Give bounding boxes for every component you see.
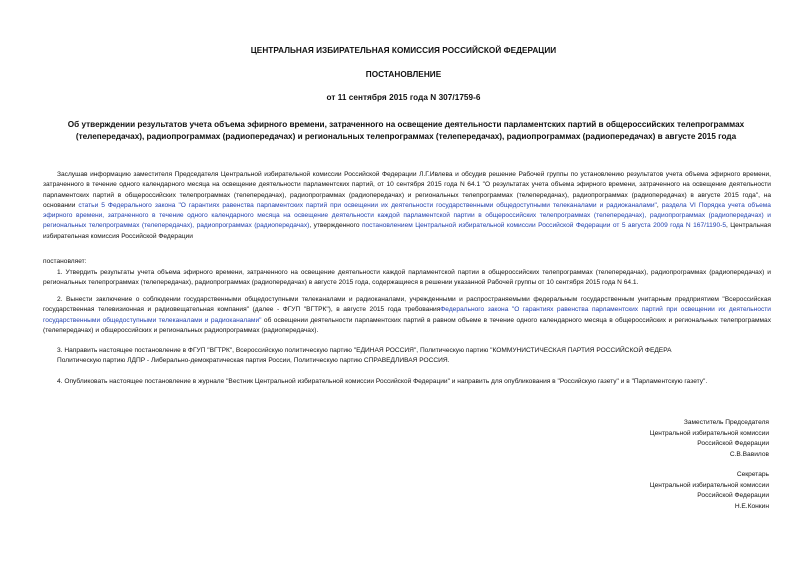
item-1-paragraph: 1. Утвердить результаты учета объема эфирного времени, затраченного на освещение деятельности каждой парламентской партии в общероссийских телепрограммах (телепередачах), радиопрограммах (радиопередачах) и региональных телепрограммах (телепередачах), радиопрограммах (радиопередачах) в августе 2015 года, содержащиеся в решении указанной Рабочей группы от 10 сентября 2015 года N 64.1. (43, 269, 771, 287)
item-2-paragraph (43, 295, 771, 336)
signature-organization: Центральной избирательной комиссии (649, 429, 769, 437)
item-3-line-2: Политическую партию ЛДПР - Либерально-демократическая партия России, Политическую партию СПРАВЕДЛИВАЯ РОССИЯ. (57, 357, 450, 365)
organization-title: ЦЕНТРАЛЬНАЯ ИЗБИРАТЕЛЬНАЯ КОМИССИЯ РОССИЙСКОЙ ФЕДЕРАЦИИ (250, 46, 557, 55)
document-subject: Об утверждении результатов учета объема эфирного времени, затраченного на освещение деятельности парламентских партий в общероссийских телепрограммах (телепередачах), радиопрограммах (радиопередачах) и региональных телепрограммах (телепередачах), радиопрограммах (радиопередачах) в августе 2015 года (67, 120, 745, 141)
intro-paragraph (43, 170, 771, 242)
signature-organization: Центральной избирательной комиссии (649, 481, 769, 489)
intro-text-2: , (656, 201, 662, 209)
signature-country: Российской Федерации (697, 440, 769, 447)
intro-text-1: Заслушав информацию заместителя Председателя Центральной избирательной комиссии Российской Федерации Л.Г.Ивлева и обсудив решение Рабочей группы по установлению результатов учета объема эфирного времени, затраченного в течение одного календарного месяца на освещение деятельности парламентских партий, от 10 сентября 2015 года N 64.1 "О результатах учета объема эфирного времени, затраченного на освещение деятельности парламентских партий в общероссийских телепрограммах (телепередачах), радиопрограммах (радиопередачах) и региональных телепрограммах (телепередачах), радиопрограммах (радиопередачах) в августе 2015 года", на основании (43, 171, 771, 209)
item-4-paragraph: 4. Опубликовать настоящее постановление в журнале "Вестник Центральной избирательной комиссии Российской Федерации" и направить для опубликования в "Российскую газету" и в "Парламентскую газету". (57, 378, 708, 385)
procedure-section-6-link[interactable]: раздела VI Порядка учета объема эфирного времени, затраченного в течение одного календарного месяца на освещение деятельности каждой парламентской партии в общероссийских телепрограммах (телепередачах), радиопрограммах (радиопередачах) и региональных телепрограммах (телепередачах), радиопрограммах (радиопередачах) (43, 201, 771, 230)
signature-block-secretary (650, 470, 769, 512)
law-article-5-link[interactable]: статьи 5 Федерального закона "О гарантиях равенства парламентских партий при освещении их деятельности государственными общедоступными телеканалами и радиоканалами" (78, 201, 657, 209)
item-2-text-2: об освещении деятельности парламентских партий в равном объеме в течение одного календарного месяца в общероссийских и региональных телепрограммах (телепередачах) и общероссийских и региональных радиопрограммах (радиопередачах). (43, 316, 771, 334)
item-3-paragraph (43, 346, 783, 367)
resolves-label: постановляет: (43, 258, 87, 265)
item-3-line-1: 3. Направить настоящее постановление в ФГУП "ВГТРК", Всероссийскую политическую партию "ЕДИНАЯ РОССИЯ", Политическую партию "КОММУНИСТИЧЕСКАЯ ПАРТИЯ РОССИЙСКОЙ ФЕДЕРА (57, 347, 672, 354)
signature-position: Заместитель Председателя (683, 419, 769, 426)
signature-name: С.В.Вавилов (729, 450, 769, 458)
resolution-167-link[interactable]: постановлением Центральной избирательной комиссии Российской Федерации от 5 августа 2009 года N 167/1190-5 (361, 222, 726, 230)
federal-law-link[interactable]: Федерального закона "О гарантиях равенства парламентских партий при освещении их деятельности государственными общедоступными телеканалами и радиоканалами" (43, 306, 771, 324)
signature-country: Российской Федерации (697, 492, 769, 499)
document-date-number: от 11 сентября 2015 года N 307/1759-6 (326, 93, 481, 102)
intro-text-3: , утвержденного (309, 222, 362, 230)
document-type: ПОСТАНОВЛЕНИЕ (365, 70, 442, 79)
signature-position: Секретарь (736, 471, 769, 478)
intro-text-4: , Центральная избирательная комиссия Российской Федерации (43, 222, 771, 240)
item-2-text-1: 2. Вынести заключение о соблюдении государственными общедоступными телеканалами и радиоканалами, учрежденными и распространяемыми федеральным государственным унитарным предприятием "Всероссийская государственная телевизионная и радиовещательная компания" (далее - ФГУП "ВГТРК"), в августе 2015 года требования (43, 296, 771, 314)
signature-block-deputy (650, 418, 769, 460)
signature-name: Н.Е.Конкин (734, 502, 769, 510)
